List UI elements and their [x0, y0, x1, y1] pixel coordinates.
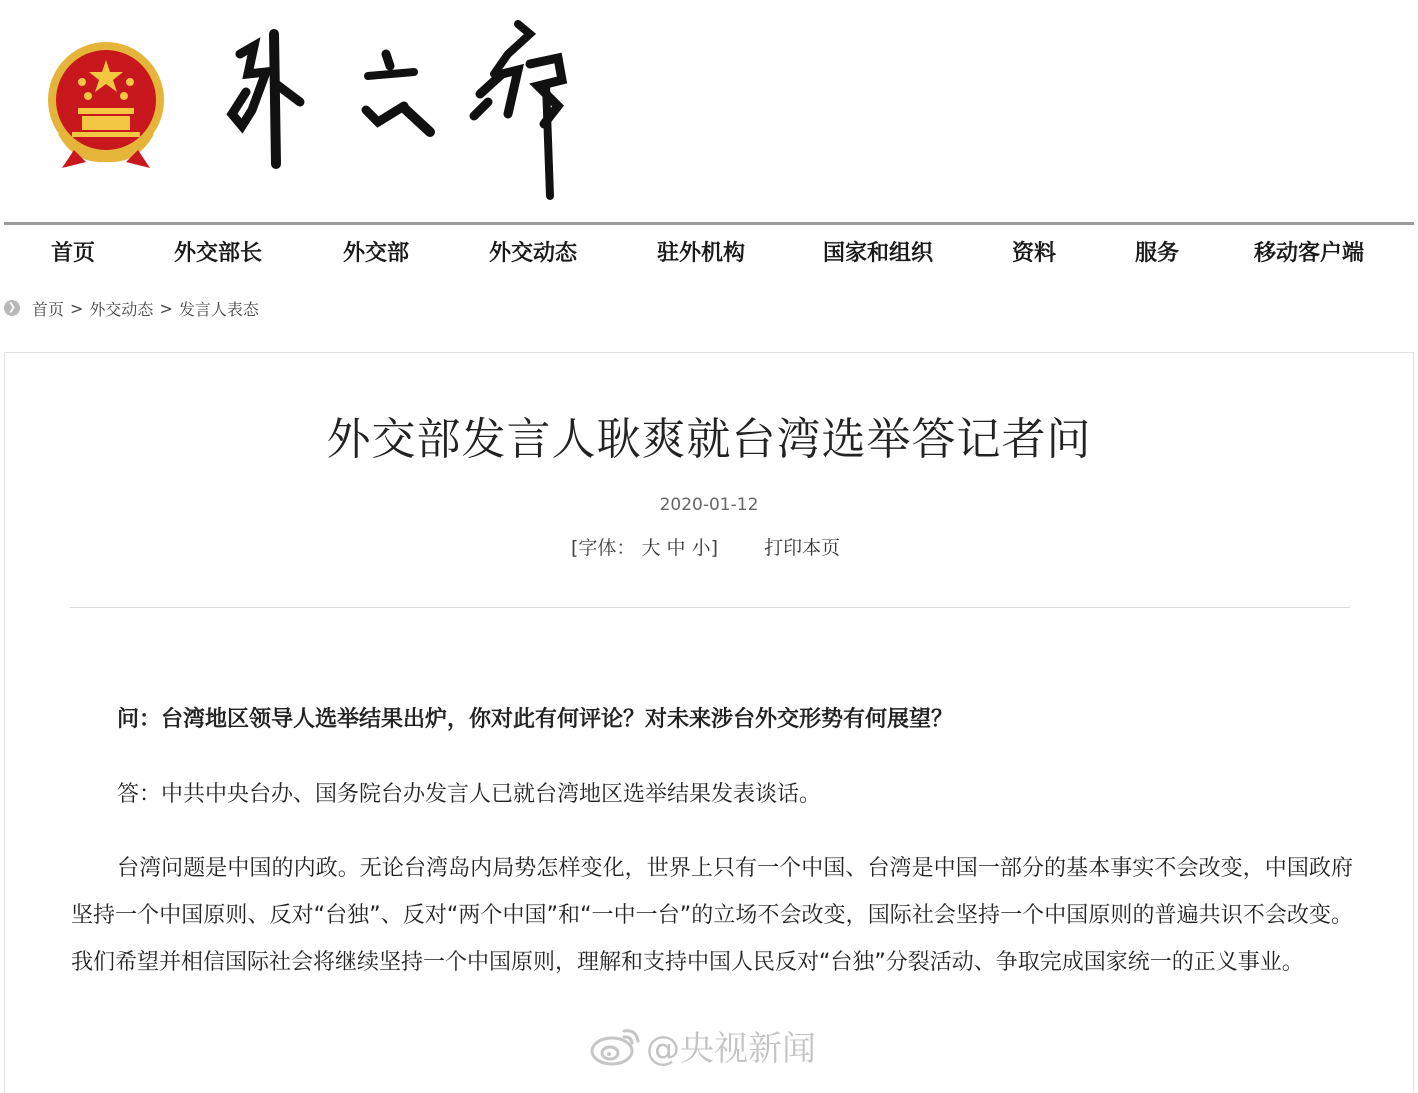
article-answer: 答：中共中央台办、国务院台办发言人已就台湾地区选举结果发表谈话。 [117, 782, 822, 807]
font-size-label: [字体： [571, 537, 636, 559]
article-divider [70, 607, 1350, 608]
weibo-icon [588, 1023, 642, 1067]
breadcrumb-separator: > [159, 298, 173, 318]
nav-item-countries-organizations[interactable]: 国家和组织 [823, 241, 934, 266]
breadcrumb-home[interactable]: 首页 [32, 299, 65, 319]
breadcrumb-arrow-icon: ❯ [4, 300, 20, 316]
article-title: 外交部发言人耿爽就台湾选举答记者问 [326, 414, 1092, 465]
header-divider [4, 222, 1414, 225]
main-nav [4, 226, 1414, 280]
article-question: 问：台湾地区领导人选举结果出炉，你对此有何评论？对未来涉台外交形势有何展望？ [117, 707, 954, 732]
nav-item-ministry[interactable]: 外交部 [343, 241, 410, 266]
site-header [0, 0, 1418, 222]
print-page-link[interactable]: 打印本页 [764, 537, 841, 559]
article-date: 2020-01-12 [659, 495, 759, 515]
nav-item-mobile-client[interactable]: 移动客户端 [1254, 241, 1365, 266]
breadcrumb-spokesperson[interactable]: 发言人表态 [178, 299, 259, 319]
font-size-large-button[interactable]: 大 [641, 537, 661, 559]
weibo-watermark [588, 1020, 816, 1070]
article-paragraph: 台湾问题是中国的内政。无论台湾岛内局势怎样变化，世界上只有一个中国、台湾是中国一部分的基本事实不会改变，中国政府坚持一个中国原则、反对“台独”、反对“两个中国”和“一中一台”的立场不会改变，国际社会坚持一个中国原则的普遍共识不会改变。我们希望并相信国际社会将继续坚持一个中国原则，理解和支持中国人民反对“台独”分裂活动、争取完成国家统一的正义事业。 [71, 856, 1353, 975]
breadcrumb-diplomatic-news[interactable]: 外交动态 [89, 299, 154, 319]
breadcrumb-separator: > [70, 298, 84, 318]
breadcrumb [4, 296, 259, 320]
font-size-bracket: ] [710, 537, 719, 559]
article-container [4, 352, 1414, 1093]
article-tools [571, 533, 840, 560]
nav-item-diplomatic-news[interactable]: 外交动态 [489, 241, 578, 266]
font-size-small-button[interactable]: 小 [691, 537, 711, 559]
nav-item-resources[interactable]: 资料 [1012, 241, 1057, 266]
font-size-medium-button[interactable]: 中 [666, 537, 686, 559]
nav-item-minister[interactable]: 外交部长 [174, 241, 263, 266]
nav-item-missions-overseas[interactable]: 驻外机构 [657, 241, 746, 266]
nav-item-services[interactable]: 服务 [1135, 241, 1180, 266]
watermark-text: @央视新闻 [646, 1028, 816, 1069]
national-emblem-icon [44, 38, 168, 170]
nav-item-home[interactable]: 首页 [51, 241, 96, 266]
ministry-calligraphy-logo [218, 14, 598, 204]
